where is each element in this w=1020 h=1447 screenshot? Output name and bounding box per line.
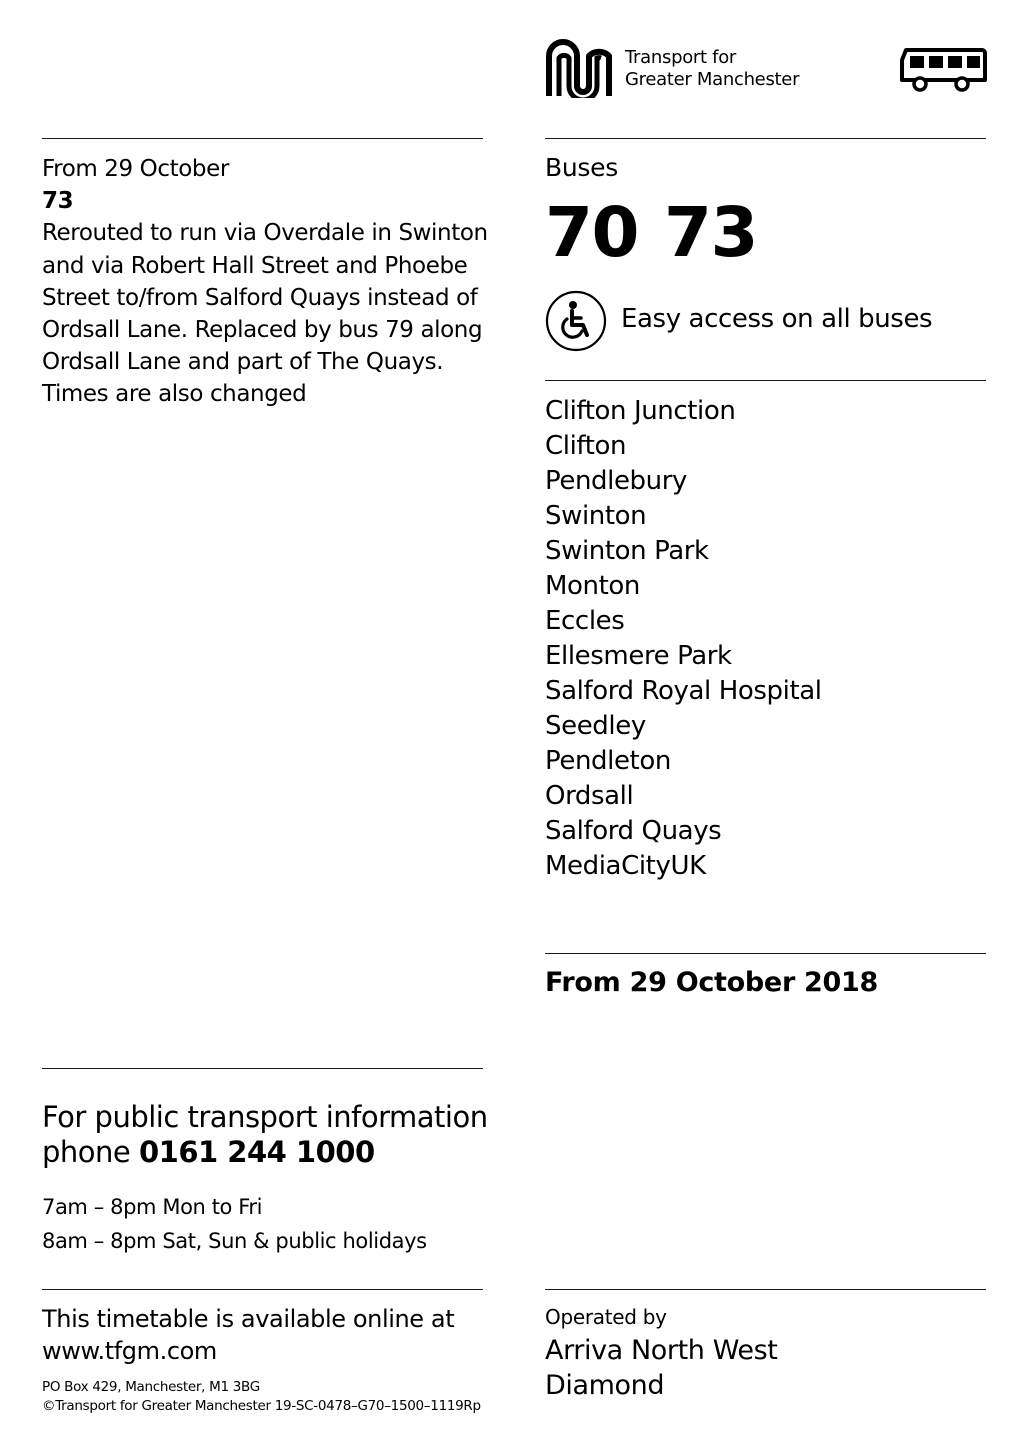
notice-text: Rerouted to run via Overdale in Swinton and via Robert Hall Street and Phoebe Street to/from Salford Quays instead of Ordsall Lane. Replaced by bus 79 along Ordsall Lane and part of The Quays. Times are also changed [42, 220, 488, 408]
stop-item: Ordsall [545, 781, 634, 811]
hours-weekday: 7am – 8pm Mon to Fri [42, 1195, 263, 1219]
divider [42, 1289, 483, 1290]
wheelchair-icon [545, 290, 607, 352]
operator-name: Diamond [545, 1370, 665, 1401]
operated-by-label: Operated by [545, 1305, 667, 1329]
online-info [42, 1303, 454, 1367]
hours-weekend: 8am – 8pm Sat, Sun & public holidays [42, 1229, 427, 1253]
bus-icon [898, 46, 988, 92]
divider [545, 953, 986, 954]
footer-address [42, 1378, 481, 1416]
divider [545, 380, 986, 381]
operator-name: Arriva North West [545, 1335, 778, 1366]
operator-list [545, 1333, 777, 1403]
stop-item: Salford Royal Hospital [545, 676, 822, 706]
stop-item: MediaCityUK [545, 851, 706, 881]
route-numbers [545, 192, 783, 274]
stop-item: Pendleton [545, 746, 671, 776]
stop-item: Swinton [545, 501, 647, 531]
buses-label: Buses [545, 153, 618, 182]
stop-item: Pendlebury [545, 466, 688, 496]
opening-hours [42, 1190, 427, 1258]
postal-address: PO Box 429, Manchester, M1 3BG [42, 1379, 260, 1395]
org-name-line2: Greater Manchester [625, 69, 800, 90]
info-line1: For public transport information [42, 1100, 488, 1134]
stop-item: Monton [545, 571, 640, 601]
org-name [625, 47, 799, 91]
effective-date: From 29 October 2018 [545, 967, 879, 998]
website-link[interactable]: www.tfgm.com [42, 1337, 217, 1365]
route-number: 70 [545, 193, 639, 273]
divider [42, 1068, 483, 1069]
tfgm-logo-icon [545, 36, 613, 98]
online-line1: This timetable is available online at [42, 1305, 455, 1333]
stop-item: Clifton [545, 431, 627, 461]
phone-prefix: phone [42, 1135, 131, 1169]
divider [545, 138, 986, 139]
info-phone-block [42, 1100, 488, 1170]
stop-item: Ellesmere Park [545, 641, 732, 671]
stop-item: Seedley [545, 711, 646, 741]
org-name-line1: Transport for [625, 47, 737, 68]
info-phone-line [42, 1135, 488, 1170]
divider [42, 138, 483, 139]
stop-item: Swinton Park [545, 536, 709, 566]
divider [545, 1289, 986, 1290]
access-text: Easy access on all buses [621, 304, 933, 334]
notice-date: From 29 October [42, 156, 229, 182]
notice-route: 73 [42, 188, 74, 215]
route-number: 73 [664, 193, 758, 273]
stop-item: Salford Quays [545, 816, 722, 846]
copyright: ©Transport for Greater Manchester 19-SC-0478–G70–1500–1119Rp [42, 1398, 481, 1414]
phone-number: 0161 244 1000 [138, 1135, 375, 1169]
change-notice [42, 153, 492, 411]
stop-item: Clifton Junction [545, 396, 736, 426]
stop-item: Eccles [545, 606, 625, 636]
stops-list [545, 394, 822, 884]
